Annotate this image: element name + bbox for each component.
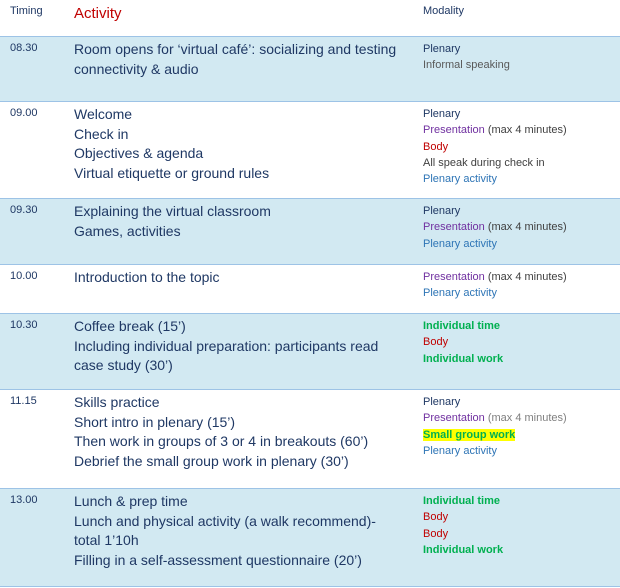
activity-line: Lunch & prep time [74, 493, 188, 509]
activity-line: Welcome [74, 106, 133, 122]
modality-label: Presentation [423, 124, 485, 137]
activity-line: Explaining the virtual classroom [74, 203, 271, 219]
table-row [0, 264, 620, 313]
activity-line: Introduction to the topic [74, 269, 220, 285]
row-timing: 09.30 [10, 204, 38, 216]
table-row [0, 101, 620, 198]
row-timing: 08.30 [10, 42, 38, 54]
row-timing: 10.30 [10, 319, 38, 331]
modality-item: Individual work [423, 352, 504, 365]
row-timing: 11.15 [10, 395, 37, 407]
activity-line: Skills practice [74, 394, 160, 410]
modality-item: Body [423, 140, 449, 153]
modality-item: All speak during check in [423, 156, 545, 169]
modality-item: Informal speaking [423, 59, 510, 72]
modality-item [423, 269, 618, 285]
modality-item: Body [423, 527, 449, 540]
activity-line: Virtual etiquette or ground rules [74, 164, 270, 181]
row-timing: 13.00 [10, 494, 38, 506]
modality-item: Plenary activity [423, 173, 497, 186]
row-timing: 10.00 [10, 270, 38, 282]
activity-line: Short intro in plenary (15’) [74, 413, 236, 430]
modality-label: Presentation [423, 221, 485, 234]
modality-note: (max 4 minutes) [484, 221, 567, 234]
modality-label: Small group work [423, 428, 516, 441]
modality-item: Individual work [423, 543, 504, 556]
modality-item: Individual time [423, 495, 501, 507]
table-row [0, 313, 620, 389]
row-modality [423, 493, 618, 558]
modality-item: Individual time [423, 320, 501, 332]
table-row [0, 389, 620, 488]
activity-line: Objectives & agenda [74, 145, 204, 161]
modality-item [423, 410, 618, 426]
modality-item: Plenary activity [423, 287, 497, 300]
row-timing: 09.00 [10, 107, 38, 119]
row-modality [423, 394, 618, 459]
row-activity [74, 268, 404, 288]
row-modality [423, 269, 618, 302]
row-modality [423, 318, 618, 367]
activity-line: Debrief the small group work in plenary (30’) [74, 452, 349, 469]
modality-note: (max 4 minutes) [484, 271, 567, 283]
row-modality [423, 106, 618, 187]
activity-line: Then work in groups of 3 or 4 in breakouts (60’) [74, 433, 369, 449]
activity-line: Check in [74, 125, 129, 142]
row-activity [74, 202, 404, 241]
table-header [0, 0, 620, 36]
activity-line: Room opens for ‘virtual café’: socializing and testing connectivity & audio [74, 41, 397, 77]
activity-line: Coffee break (15’) [74, 318, 186, 334]
activity-line: Games, activities [74, 222, 181, 239]
activity-line: Lunch and physical activity (a walk recommend)- total 1’10h [74, 512, 376, 548]
table-row [0, 198, 620, 264]
row-modality [423, 41, 618, 74]
table-row [0, 488, 620, 586]
modality-note: (max 4 minutes) [484, 412, 567, 425]
row-activity [74, 492, 404, 570]
modality-item [423, 122, 618, 138]
row-modality [423, 203, 618, 252]
timing-header: Timing [10, 5, 43, 17]
modality-item: Plenary activity [423, 444, 497, 457]
modality-header: Modality [423, 5, 464, 17]
modality-item: Plenary [423, 205, 461, 217]
modality-label: Presentation [423, 412, 485, 425]
modality-item: Body [423, 336, 449, 349]
row-activity [74, 105, 404, 183]
activity-header: Activity [74, 5, 122, 22]
modality-item [423, 219, 618, 235]
modality-item [423, 427, 618, 443]
row-activity [74, 40, 404, 79]
modality-item: Body [423, 511, 449, 524]
modality-item: Plenary activity [423, 237, 497, 250]
modality-item: Plenary [423, 396, 461, 408]
row-activity [74, 317, 404, 376]
table-row [0, 36, 620, 101]
activity-line: Filling in a self-assessment questionnaire (20’) [74, 551, 362, 568]
modality-note: (max 4 minutes) [484, 124, 567, 137]
modality-item: Plenary [423, 43, 461, 55]
activity-line: Including individual preparation: participants read case study (30’) [74, 337, 379, 373]
modality-label: Presentation [423, 271, 485, 283]
modality-item: Plenary [423, 108, 461, 120]
table-bottom-border [0, 586, 620, 587]
row-activity [74, 393, 404, 471]
